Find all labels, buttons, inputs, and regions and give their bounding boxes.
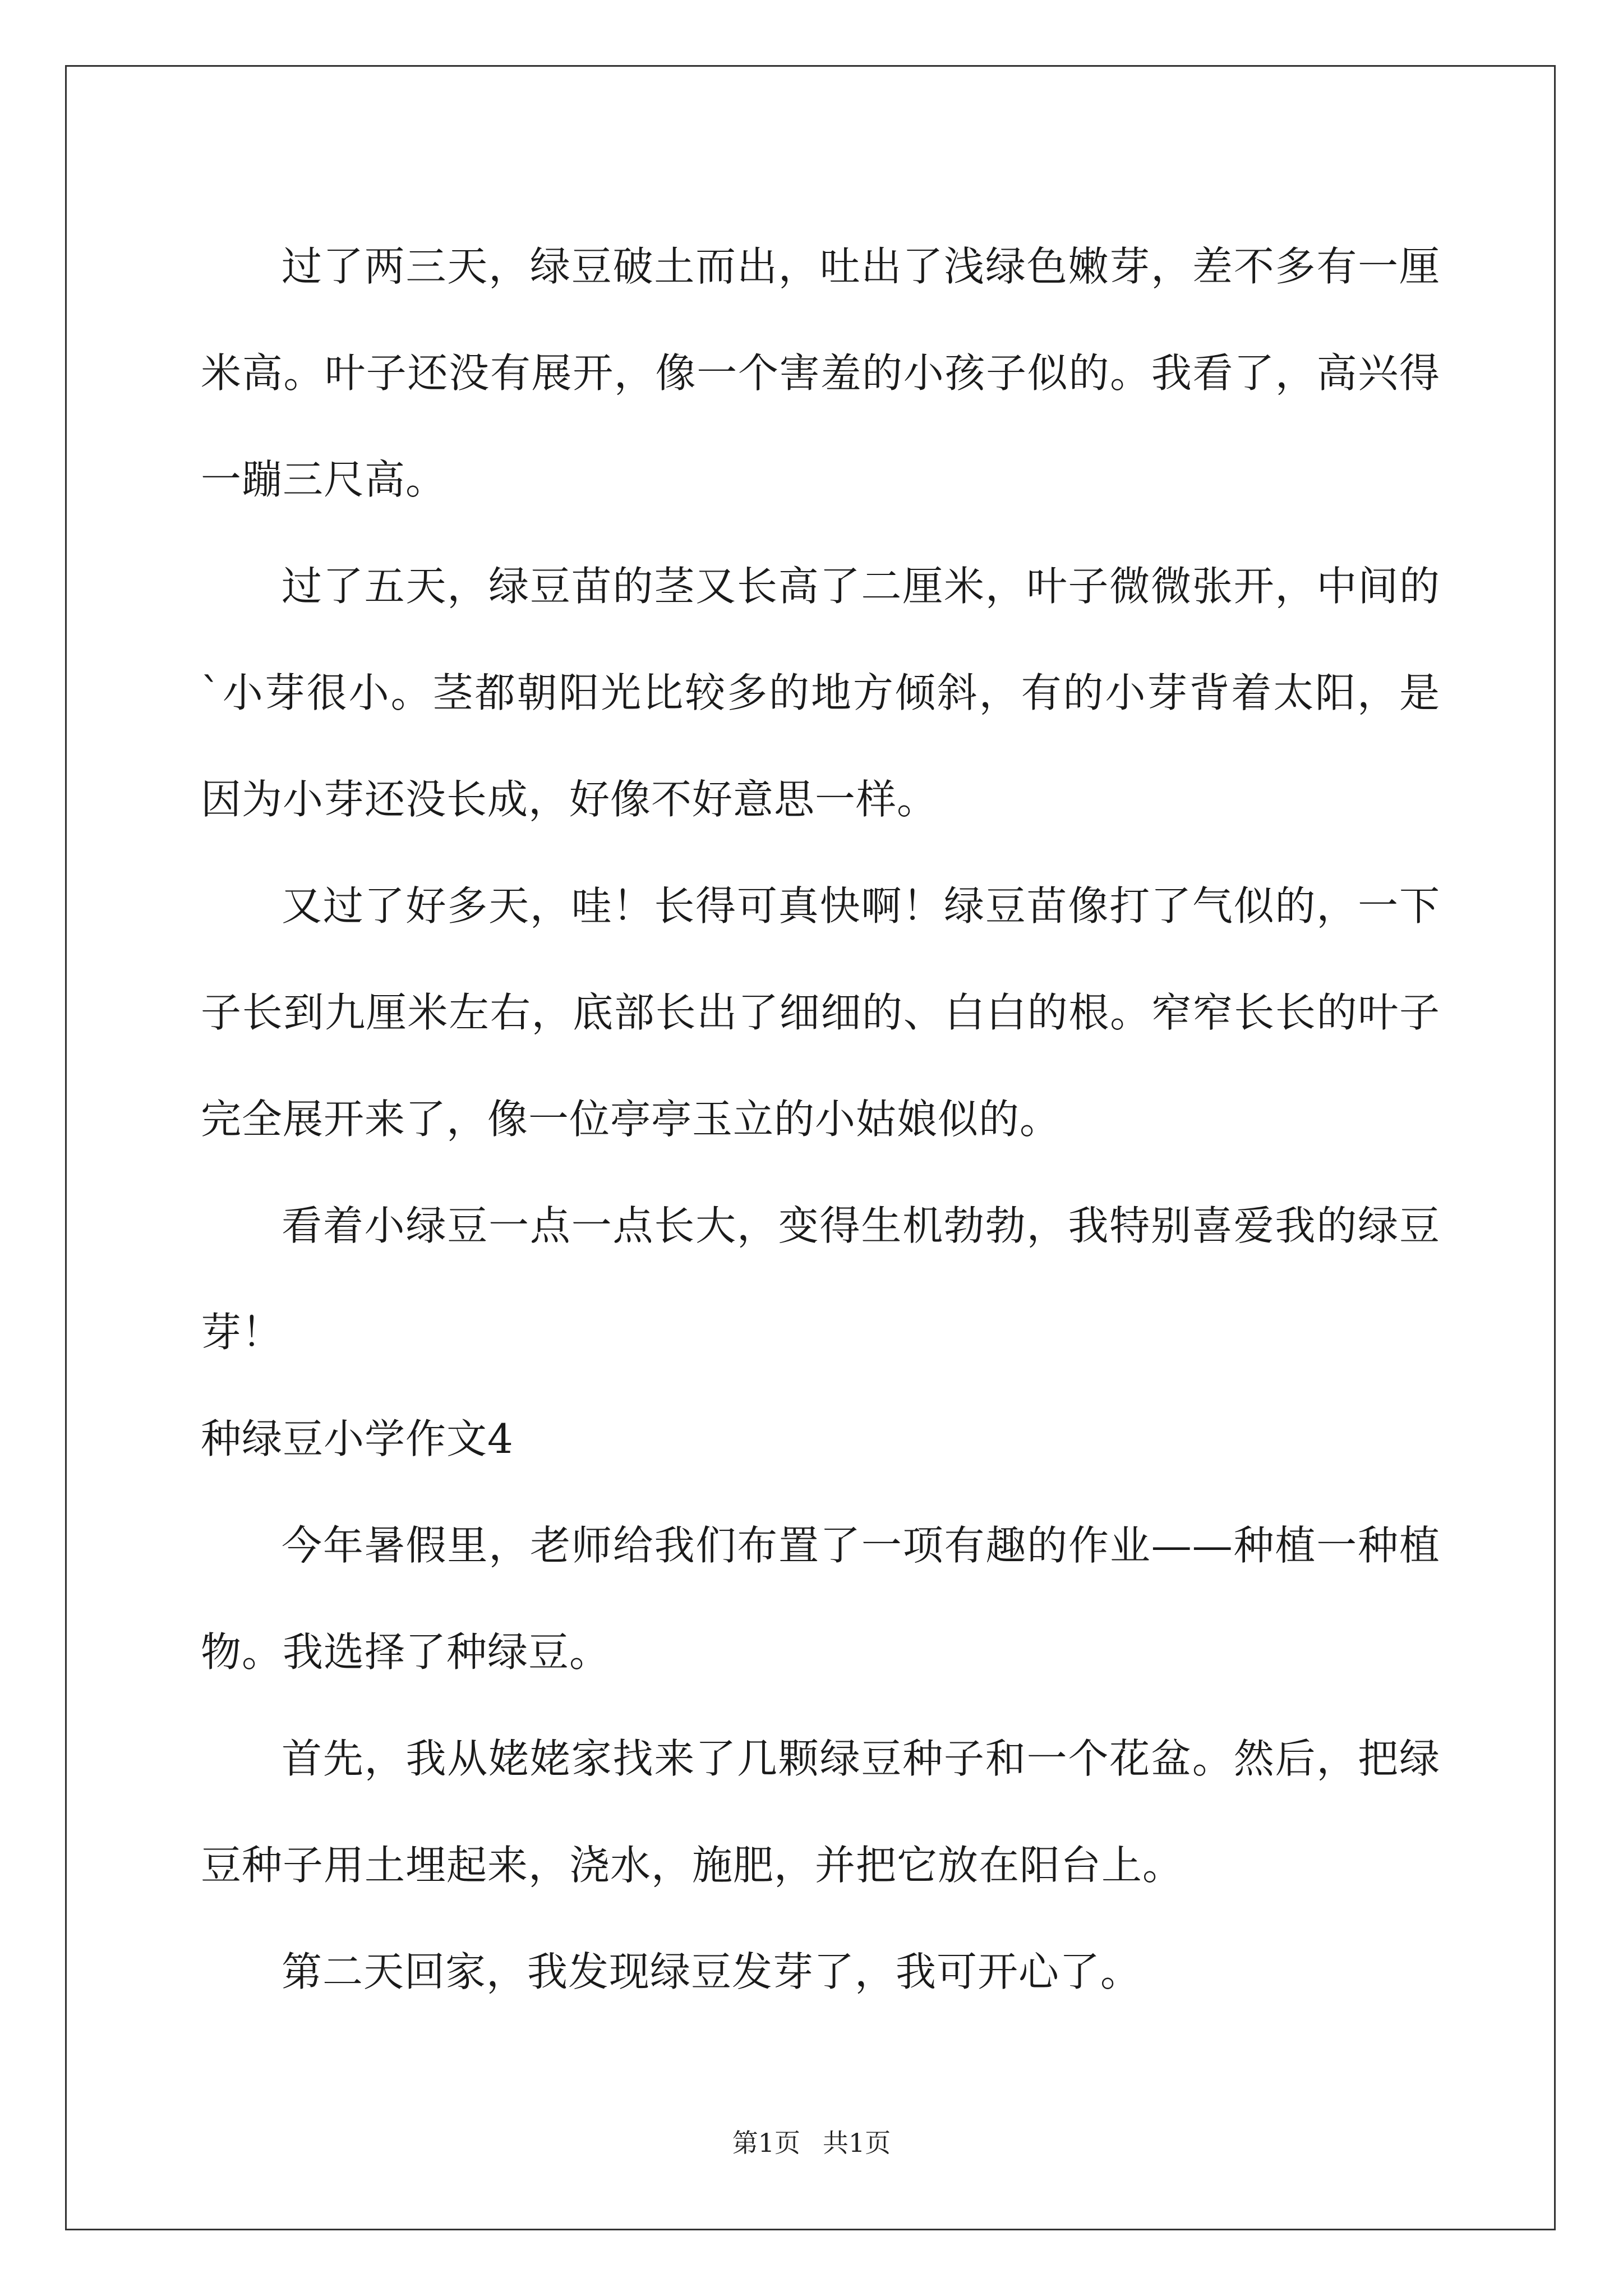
page-number: 第1页 (732, 2128, 800, 2158)
page-total: 共1页 (823, 2128, 891, 2158)
document-body (201, 213, 1440, 2025)
page-footer (0, 2126, 1623, 2160)
paragraph: 又过了好多天，哇！长得可真快啊！绿豆苗像打了气似的，一下子长到九厘米左右，底部长出了细细的、白白的根。窄窄长长的叶子完全展开来了，像一位亭亭玉立的小姑娘似的。 (201, 882, 1440, 1143)
paragraph: 看着小绿豆一点一点长大，变得生机勃勃，我特别喜爱我的绿豆芽！ (201, 1202, 1440, 1356)
section-title: 种绿豆小学作文4 (201, 1415, 514, 1462)
paragraph: 今年暑假里，老师给我们布置了一项有趣的作业——种植一种植物。我选择了种绿豆。 (201, 1522, 1440, 1676)
paragraph: 过了两三天，绿豆破土而出，吐出了浅绿色嫩芽，差不多有一厘米高。叶子还没有展开，像一个害羞的小孩子似的。我看了，高兴得一蹦三尺高。 (201, 243, 1440, 503)
paragraph: 过了五天，绿豆苗的茎又长高了二厘米，叶子微微张开，中间的`小芽很小。茎都朝阳光比较多的地方倾斜，有的小芽背着太阳，是因为小芽还没长成，好像不好意思一样。 (201, 563, 1440, 823)
paragraph: 第二天回家，我发现绿豆发芽了，我可开心了。 (282, 1948, 1142, 1995)
paragraph: 首先，我从姥姥家找来了几颗绿豆种子和一个花盆。然后，把绿豆种子用土埋起来，浇水，施肥，并把它放在阳台上。 (201, 1735, 1440, 1889)
